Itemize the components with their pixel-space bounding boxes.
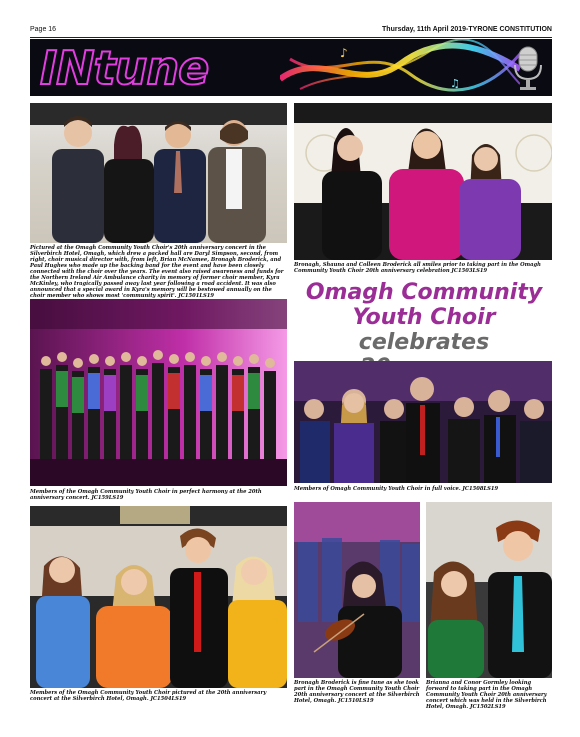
music-swirl-graphic bbox=[280, 39, 520, 96]
photo-three-sisters bbox=[294, 103, 552, 260]
caption-violinist: Bronagh Broderick is fine tune as she took part in the Omagh Community Youth Choir 20th anniversary concert at the Silverbirch Hotel, Omagh. JC1510LS19 bbox=[294, 680, 420, 704]
intune-logo: INtune bbox=[40, 41, 209, 95]
caption-brianna-conor: Brianna and Conor Gormley looking forward to taking part in the Omagh Community Youth Choir 20th anniversary concert which was held in the Silverbirch Hotel, Omagh. JC1502LS19 bbox=[426, 680, 547, 710]
photo-choir-full-voice bbox=[294, 361, 552, 483]
photo-violinist bbox=[294, 502, 420, 678]
caption-choir-full-voice: Members of Omagh Community Youth Choir in full voice. JC1508LS19 bbox=[294, 486, 499, 492]
caption-choir-stage: Members of the Omagh Community Youth Choir in perfect harmony at the 20th anniversary concert. JC159LS19 bbox=[30, 489, 262, 501]
publication-date: Thursday, 11th April 2019-TYRONE CONSTITUTION bbox=[382, 26, 552, 33]
caption-three-sisters: Bronagh, Shauna and Colleen Broderick all smiles prior to taking part in the Omagh Community Youth Choir 20th anniversary celebration JC1503LS19 bbox=[294, 262, 541, 274]
headline-line-1: Omagh Community bbox=[305, 280, 543, 305]
headline-line-2b: celebrates bbox=[358, 330, 490, 355]
microphone-icon bbox=[512, 45, 544, 91]
headline-line-2 bbox=[295, 305, 553, 355]
photo-brianna-conor bbox=[426, 502, 552, 678]
photo-choir-stage bbox=[30, 299, 287, 486]
caption-band-members: Pictured at the Omagh Community Youth Choir's 20th anniversary concert in the Silverbirch Hotel, Omagh, which drew a packed hall are Daryl Simpson, second, from right, choir musical director with, from left, Brian McNamee, Bronagh Broderick, and Paul Hughes who made up the backing band for the event and have been closely connected with the choir over the years. The event also raised awareness and funds for the Northern Ireland Air Ambulance charity in memory of former choir member, Kyra McKinley, who tragically passed away last year following a road accident. It was also announced that a special award in Kyra's memory will be bestowed annually on the choir member who shows most 'community spirit'. JC1501LS19 bbox=[30, 245, 284, 299]
page-number: Page 16 bbox=[30, 26, 57, 33]
header-rule bbox=[30, 37, 552, 38]
intune-banner bbox=[30, 39, 552, 96]
svg-text:♫: ♫ bbox=[450, 77, 460, 90]
photo-four-members bbox=[30, 506, 287, 688]
photo-band-members bbox=[30, 103, 287, 243]
headline-line-2a: Youth Choir bbox=[352, 305, 496, 330]
caption-four-members: Members of the Omagh Community Youth Choir pictured at the 20th anniversary concert at the Silverbirch Hotel, Omagh. JC1504LS19 bbox=[30, 690, 267, 702]
svg-text:♪: ♪ bbox=[340, 46, 348, 60]
